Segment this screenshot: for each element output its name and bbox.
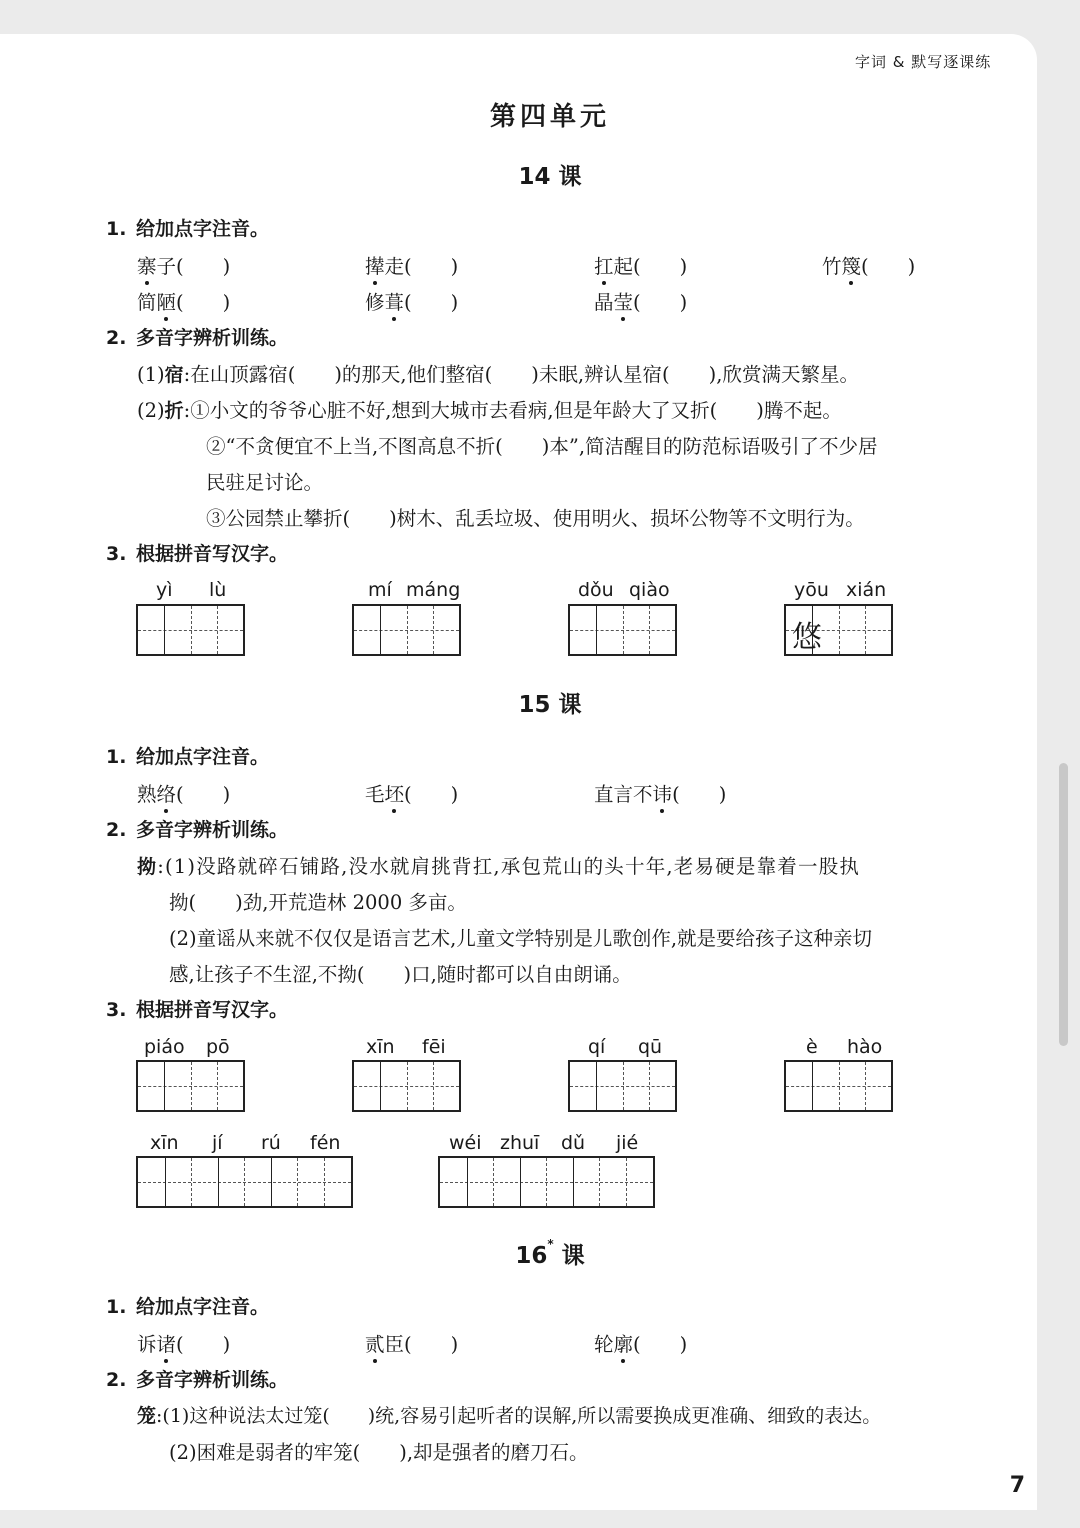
l14-q1-item-2: 撵走( ) xyxy=(365,251,458,279)
scrollbar[interactable] xyxy=(1059,763,1068,1046)
l15-q2-line-2: 拗( )劲,开荒造林 2000 多亩。 xyxy=(169,891,467,914)
l14-q1-heading: 1. 给加点字注音。 xyxy=(106,218,270,240)
l14-q2-heading: 2. 多音字辨析训练。 xyxy=(106,327,289,349)
pinyin: rú xyxy=(261,1132,281,1154)
page-header: 字词 & 默写逐课练 xyxy=(855,53,992,71)
l16-q1-item-1: 诉诸( ) xyxy=(137,1329,230,1357)
pinyin: wéi xyxy=(449,1132,482,1154)
writing-grid[interactable] xyxy=(136,1156,353,1208)
l15-q3-heading: 3. 根据拼音写汉字。 xyxy=(106,999,289,1021)
pinyin: jié xyxy=(616,1132,639,1154)
pinyin: qiào xyxy=(629,579,670,601)
writing-grid[interactable] xyxy=(438,1156,655,1208)
l14-q2-line-2: (2)折:①小文的爷爷心脏不好,想到大城市去看病,但是年龄大了又折( )腾不起。 xyxy=(137,399,842,422)
l16-q2-heading: 2. 多音字辨析训练。 xyxy=(106,1369,289,1391)
pinyin: lù xyxy=(209,579,227,601)
pinyin: zhuī xyxy=(500,1132,540,1154)
pinyin: máng xyxy=(406,579,461,601)
l14-q1-item-7: 晶莹( ) xyxy=(594,287,687,315)
l16-q1-heading: 1. 给加点字注音。 xyxy=(106,1296,270,1318)
l14-q1-item-3: 扛起( ) xyxy=(594,251,687,279)
l15-q1-item-3: 直言不讳( ) xyxy=(594,779,726,807)
writing-grid[interactable] xyxy=(352,604,461,656)
l14-q2-line-1: (1)宿:在山顶露宿( )的那天,他们整宿( )未眠,辨认星宿( ),欣赏满天繁星。 xyxy=(137,363,859,386)
l14-q2-line-4: 民驻足讨论。 xyxy=(206,471,324,494)
l14-q3-heading: 3. 根据拼音写汉字。 xyxy=(106,543,289,565)
writing-grid[interactable] xyxy=(136,1060,245,1112)
pinyin: yì xyxy=(156,579,173,601)
pinyin: yōu xyxy=(794,579,829,601)
l16-q1-item-3: 轮廓( ) xyxy=(594,1329,687,1357)
writing-grid[interactable] xyxy=(568,1060,677,1112)
unit-title: 第四单元 xyxy=(489,102,610,132)
l15-q1-item-2: 毛坯( ) xyxy=(365,779,458,807)
writing-grid[interactable] xyxy=(568,604,677,656)
lesson-16-title: 16* 课 xyxy=(515,1237,585,1269)
writing-grid[interactable] xyxy=(136,604,245,656)
pinyin: xīn xyxy=(150,1132,179,1154)
pinyin: è xyxy=(806,1036,818,1058)
l16-q2-line-1: 笼:(1)这种说法太过笼( )统,容易引起听者的误解,所以需要换成更准确、细致的表达。 xyxy=(137,1405,882,1427)
lesson-14-title: 14 课 xyxy=(518,164,582,190)
filled-character: 悠 xyxy=(792,620,822,655)
writing-grid[interactable] xyxy=(784,1060,893,1112)
pinyin: dǒu xyxy=(578,579,614,601)
l15-q2-line-3: (2)童谣从来就不仅仅是语言艺术,儿童文学特别是儿歌创作,就是要给孩子这种亲切 xyxy=(169,927,873,950)
l15-q1-item-1: 熟络( ) xyxy=(137,779,230,807)
l15-q1-heading: 1. 给加点字注音。 xyxy=(106,746,270,768)
pinyin: xīn xyxy=(366,1036,395,1058)
pinyin: hào xyxy=(847,1036,883,1058)
pinyin: fēi xyxy=(422,1036,446,1058)
page-number: 7 xyxy=(1009,1473,1025,1498)
l14-q1-item-5: 简陋( ) xyxy=(137,287,230,315)
pinyin: qū xyxy=(638,1036,663,1058)
l14-q1-item-6: 修葺( ) xyxy=(365,287,458,315)
pinyin: jí xyxy=(212,1132,223,1154)
l15-q2-heading: 2. 多音字辨析训练。 xyxy=(106,819,289,841)
writing-grid[interactable] xyxy=(352,1060,461,1112)
pinyin: dǔ xyxy=(561,1132,586,1154)
l16-q2-line-2: (2)困难是弱者的牢笼( ),却是强者的磨刀石。 xyxy=(169,1441,589,1464)
lesson-15-title: 15 课 xyxy=(518,692,582,718)
l14-q2-line-5: ③公园禁止攀折( )树木、乱丢垃圾、使用明火、损坏公物等不文明行为。 xyxy=(206,507,865,530)
pinyin: fén xyxy=(310,1132,341,1154)
pinyin: pō xyxy=(206,1036,230,1058)
l16-q1-item-2: 贰臣( ) xyxy=(365,1329,458,1357)
l14-q2-line-3: ②“不贪便宜不上当,不图高息不折( )本”,简洁醒目的防范标语吸引了不少居 xyxy=(206,435,878,458)
pinyin: xián xyxy=(846,579,887,601)
pinyin: qí xyxy=(588,1036,606,1058)
pinyin: mí xyxy=(368,579,392,601)
writing-grid[interactable] xyxy=(784,604,893,656)
pinyin: piáo xyxy=(144,1036,185,1058)
l15-q2-line-4: 感,让孩子不生涩,不拗( )口,随时都可以自由朗诵。 xyxy=(169,963,632,986)
l14-q1-item-4: 竹篾( ) xyxy=(822,251,915,279)
l14-q1-item-1: 寨子( ) xyxy=(137,251,230,279)
l15-q2-line-1: 拗:(1)没路就碎石铺路,没水就肩挑背扛,承包荒山的头十年,老易硬是靠着一股执 xyxy=(137,855,861,878)
